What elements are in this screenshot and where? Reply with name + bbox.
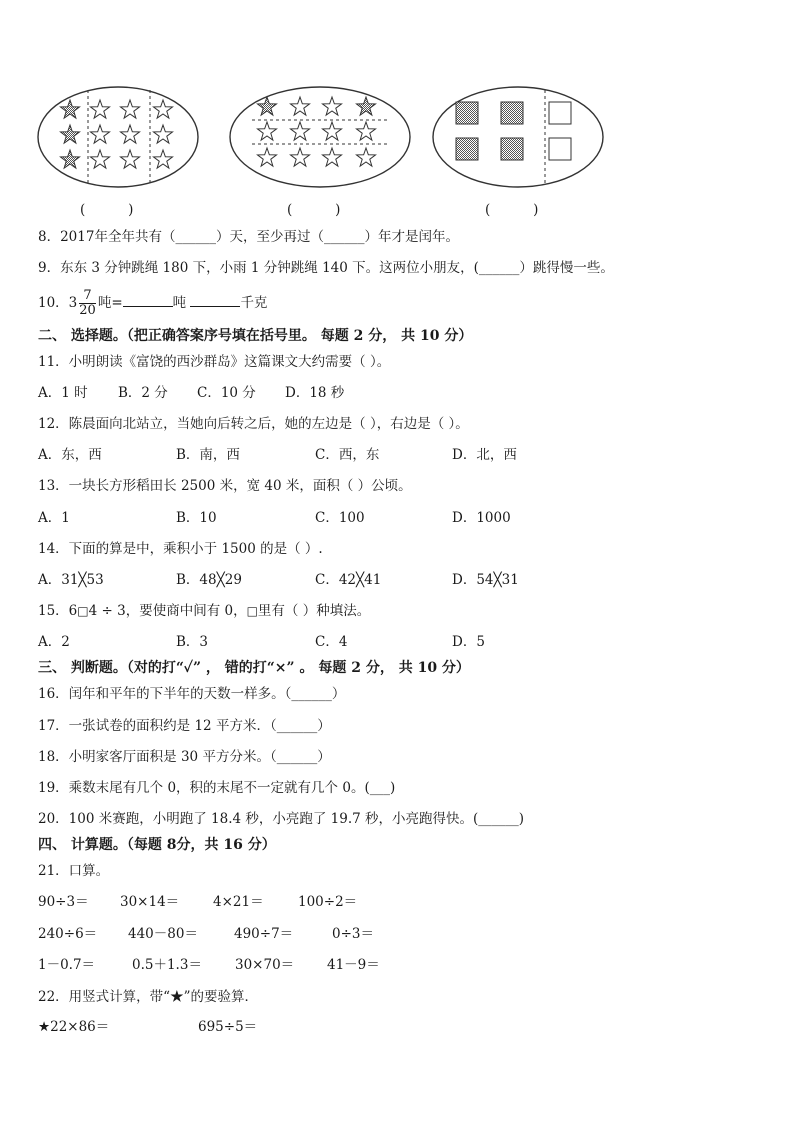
question-15-middle: 4 ÷ 3，要使商中间有 0， <box>88 603 247 619</box>
question-21: 21．口算。 <box>38 863 110 879</box>
figure-answer-paren[interactable]: ( ) <box>287 202 341 218</box>
option-d[interactable]: D．18 秒 <box>285 385 345 401</box>
oral-calc-item: 1－0.7＝ <box>38 957 96 973</box>
vertical-calc-item: ★22×86＝ <box>38 1019 110 1035</box>
question-18: 18．小明家客厅面积是 30 平方分米。（______） <box>38 749 331 765</box>
counting-figures <box>30 80 630 195</box>
question-13: 13．一块长方形稻田长 2500 米，宽 40 米，面积（ ）公顷。 <box>38 478 412 494</box>
fraction <box>79 289 96 318</box>
figure-answer-paren[interactable]: ( ) <box>485 202 539 218</box>
question-11: 11．小明朗读《富饶的西沙群岛》这篇课文大约需要（ ）。 <box>38 354 391 370</box>
question-9: 9．东东 3 分钟跳绳 180 下，小雨 1 分钟跳绳 140 下。这两位小朋友，(______）跳得慢一些。 <box>38 260 614 276</box>
option-c[interactable]: C．100 <box>315 510 365 526</box>
question-22: 22．用竖式计算，带“★”的要验算． <box>38 989 258 1005</box>
oral-calc-item: 90÷3＝ <box>38 894 89 910</box>
option-d[interactable]: D．5 <box>452 634 485 650</box>
oral-calc-item: 30×70＝ <box>235 957 295 973</box>
oral-calc-item: 490÷7＝ <box>234 926 294 942</box>
question-19: 19．乘数末尾有几个 0，积的末尾不一定就有几个 0。(___) <box>38 780 396 796</box>
question-8: 8．2017年全年共有（______）天，至少再过（______）年才是闰年。 <box>38 229 459 245</box>
option-b[interactable]: B．10 <box>176 510 217 526</box>
oral-calc-item: 100÷2＝ <box>298 894 358 910</box>
option-a[interactable]: A．2 <box>38 634 70 650</box>
question-10-prefix: 10．3 <box>38 295 78 311</box>
oval-three <box>433 87 603 187</box>
blank-box[interactable]: □ <box>77 604 89 618</box>
question-12: 12．陈晨面向北站立，当她向后转之后，她的左边是（ ），右边是（ ）。 <box>38 416 469 432</box>
option-b[interactable]: B．南，西 <box>176 447 240 463</box>
option-c[interactable]: C．42╳41 <box>315 572 382 588</box>
vertical-calc-item: 695÷5＝ <box>198 1019 258 1035</box>
answer-blank[interactable] <box>123 294 173 307</box>
option-a[interactable]: A．31╳53 <box>38 572 104 588</box>
question-10-text: 千克 <box>240 295 268 311</box>
question-10 <box>38 287 267 319</box>
oral-calc-item: 4×21＝ <box>213 894 264 910</box>
section-heading-choice: 二、 选择题。（把正确答案序号填在括号里。 每题 2 分， 共 10 分） <box>38 328 473 344</box>
option-c[interactable]: C．10 分 <box>197 385 256 401</box>
oral-calc-item: 440－80＝ <box>128 926 198 942</box>
oral-calc-item: 0.5＋1.3＝ <box>132 957 202 973</box>
fraction-numerator: 7 <box>79 289 96 304</box>
option-c[interactable]: C．西，东 <box>315 447 380 463</box>
fraction-denominator: 20 <box>79 303 96 318</box>
option-d[interactable]: D．北，西 <box>452 447 517 463</box>
question-16: 16．闰年和平年的下半年的天数一样多。（______） <box>38 686 346 702</box>
question-14: 14．下面的算是中，乘积小于 1500 的是（ ）. <box>38 541 323 557</box>
oral-calc-item: 0÷3＝ <box>332 926 374 942</box>
question-15 <box>38 602 370 620</box>
option-b[interactable]: B．2 分 <box>118 385 168 401</box>
oral-calc-item: 30×14＝ <box>120 894 180 910</box>
figure-answer-paren[interactable]: ( ) <box>80 202 134 218</box>
question-17: 17．一张试卷的面积约是 12 平方米．（______） <box>38 718 331 734</box>
question-20: 20．100 米赛跑，小明跑了 18.4 秒，小亮跑了 19.7 秒，小亮跑得快。(______) <box>38 811 525 827</box>
option-a[interactable]: A．东，西 <box>38 447 102 463</box>
option-a[interactable]: A．1 <box>38 510 70 526</box>
option-b[interactable]: B．3 <box>176 634 209 650</box>
option-c[interactable]: C．4 <box>315 634 348 650</box>
oval-one <box>38 87 198 187</box>
section-heading-calculation: 四、 计算题。（每题 8分，共 16 分） <box>38 837 276 853</box>
oval-two <box>230 87 410 187</box>
option-d[interactable]: D．54╳31 <box>452 572 519 588</box>
section-heading-judgment: 三、 判断题。（对的打“✓” ， 错的打“×” 。 每题 2 分， 共 10 分） <box>38 660 470 676</box>
oral-calc-item: 240÷6＝ <box>38 926 98 942</box>
question-10-text: 吨= <box>97 295 123 311</box>
question-15-prefix: 15．6 <box>38 603 78 619</box>
blank-box: □ <box>246 604 258 618</box>
question-15-suffix: 里有（ ）种填法。 <box>257 603 371 619</box>
option-d[interactable]: D．1000 <box>452 510 511 526</box>
question-10-text: 吨 <box>172 295 187 311</box>
oral-calc-item: 41－9＝ <box>327 957 380 973</box>
answer-blank[interactable] <box>190 294 240 307</box>
option-b[interactable]: B．48╳29 <box>176 572 242 588</box>
option-a[interactable]: A．1 时 <box>38 385 88 401</box>
